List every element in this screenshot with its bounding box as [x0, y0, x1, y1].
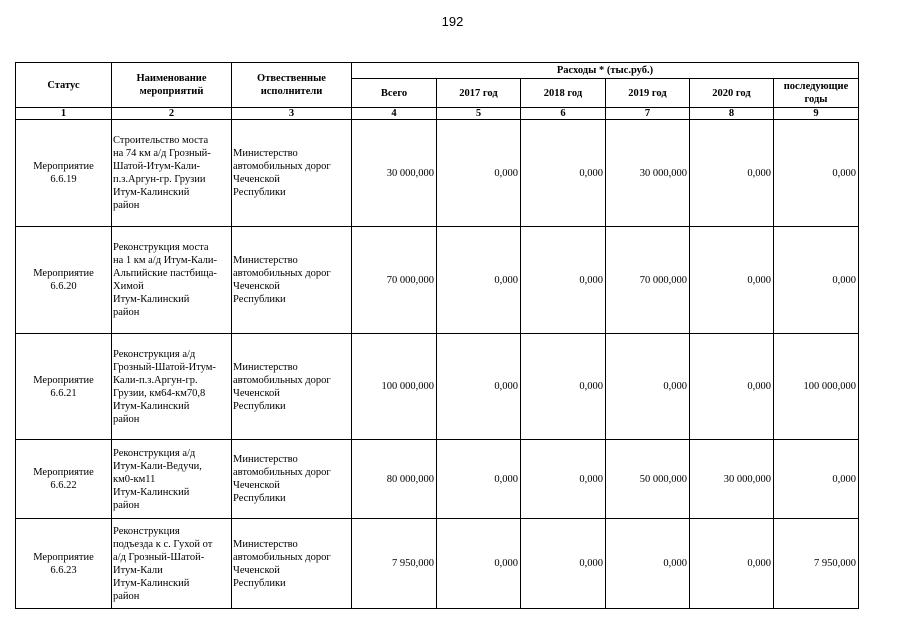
value-2020: 0,000: [690, 519, 774, 609]
event-name-cell: [112, 519, 232, 609]
header-later-years: последующие годы: [774, 79, 859, 108]
event-name-line: район: [113, 590, 140, 602]
column-number: 4: [352, 108, 437, 120]
status-label: Мероприятие: [33, 551, 94, 563]
status-label: Мероприятие: [33, 268, 94, 279]
value-2019: 50 000,000: [606, 440, 690, 519]
column-number: 9: [774, 108, 859, 120]
event-name-line: Реконструкция а/д: [113, 348, 196, 360]
header-total: Всего: [352, 79, 437, 108]
event-name-line: Грузии, км64-км70,8: [113, 387, 206, 399]
event-name-line: Реконструкция: [113, 525, 180, 537]
event-name-line: а/д Грозный-Шатой-: [113, 551, 205, 563]
value-2019: 70 000,000: [606, 227, 690, 334]
event-name-line: Химой: [113, 281, 144, 292]
event-name-line: на 74 км а/д Грозный-: [113, 148, 211, 159]
event-name-line: район: [113, 200, 140, 211]
expenses-table: [15, 62, 859, 609]
executor-line: Республики: [233, 577, 286, 589]
event-name-line: Итум-Калинский: [113, 577, 190, 589]
header-2017: 2017 год: [437, 79, 521, 108]
event-name-line: Шатой-Итум-Кали-: [113, 161, 201, 172]
executor-line: Республики: [233, 187, 286, 198]
status-cell: [16, 440, 112, 519]
value-later-years: 0,000: [774, 120, 859, 227]
value-later-years: 100 000,000: [774, 334, 859, 440]
value-2017: 0,000: [437, 334, 521, 440]
table-row: [16, 519, 859, 609]
executor-line: Чеченской: [233, 564, 280, 576]
event-name-cell: [112, 227, 232, 334]
event-name-line: Строительство моста: [113, 135, 209, 146]
status-code: 6.6.21: [50, 387, 77, 399]
event-name-line: Реконструкция моста: [113, 242, 209, 253]
total-value: 30 000,000: [352, 120, 437, 227]
column-number: 6: [521, 108, 606, 120]
executor-line: Республики: [233, 493, 286, 504]
status-label: Мероприятие: [33, 161, 94, 172]
table-row: [16, 120, 859, 227]
event-name-line: район: [113, 499, 140, 511]
status-cell: [16, 227, 112, 334]
header-2018: 2018 год: [521, 79, 606, 108]
value-2020: 0,000: [690, 227, 774, 334]
executor-line: автомобильных дорог: [233, 268, 331, 279]
column-number: 8: [690, 108, 774, 120]
executor-cell: [232, 440, 352, 519]
executor-line: Чеченской: [233, 174, 280, 185]
status-code: 6.6.22: [50, 480, 77, 491]
executor-line: автомобильных дорог: [233, 551, 331, 563]
value-2018: 0,000: [521, 440, 606, 519]
table-row: [16, 334, 859, 440]
table-row: [16, 440, 859, 519]
value-2018: 0,000: [521, 227, 606, 334]
status-label: Мероприятие: [33, 467, 94, 478]
value-later-years: 7 950,000: [774, 519, 859, 609]
executor-cell: [232, 120, 352, 227]
status-cell: [16, 519, 112, 609]
total-value: 7 950,000: [352, 519, 437, 609]
status-code: 6.6.19: [50, 174, 77, 185]
executor-line: Республики: [233, 294, 286, 305]
status-code: 6.6.20: [50, 281, 77, 292]
value-2019: 0,000: [606, 334, 690, 440]
event-name-line: Итум-Кали: [113, 564, 163, 576]
value-2018: 0,000: [521, 519, 606, 609]
value-later-years: 0,000: [774, 227, 859, 334]
total-value: 100 000,000: [352, 334, 437, 440]
header-2019: 2019 год: [606, 79, 690, 108]
executor-line: Министерство: [233, 255, 298, 266]
executor-line: Чеченской: [233, 480, 280, 491]
executor-line: Чеченской: [233, 387, 280, 399]
event-name-line: км0-км11: [113, 473, 156, 485]
header-2020: 2020 год: [690, 79, 774, 108]
column-number: 2: [112, 108, 232, 120]
value-2017: 0,000: [437, 440, 521, 519]
value-later-years: 0,000: [774, 440, 859, 519]
executor-line: Министерство: [233, 361, 298, 373]
value-2018: 0,000: [521, 120, 606, 227]
value-2018: 0,000: [521, 334, 606, 440]
event-name-line: Альпийские пастбища-: [113, 268, 217, 279]
value-2017: 0,000: [437, 227, 521, 334]
executor-line: Министерство: [233, 148, 298, 159]
event-name-line: Итум-Кали-Ведучи,: [113, 460, 202, 472]
executor-line: Министерство: [233, 454, 298, 465]
value-2019: 0,000: [606, 519, 690, 609]
executor-line: автомобильных дорог: [233, 467, 331, 478]
event-name-line: район: [113, 413, 140, 425]
event-name-line: на 1 км а/д Итум-Кали-: [113, 255, 217, 266]
executor-line: Чеченской: [233, 281, 280, 292]
executor-line: Республики: [233, 400, 286, 412]
event-name-line: Итум-Калинский: [113, 294, 190, 305]
status-cell: [16, 120, 112, 227]
value-2019: 30 000,000: [606, 120, 690, 227]
value-2017: 0,000: [437, 120, 521, 227]
header-executors: Отвественные исполнители: [232, 63, 352, 108]
event-name-line: Итум-Калинский: [113, 187, 190, 198]
value-2017: 0,000: [437, 519, 521, 609]
value-2020: 0,000: [690, 120, 774, 227]
column-number: 5: [437, 108, 521, 120]
status-cell: [16, 334, 112, 440]
column-number: 3: [232, 108, 352, 120]
executor-cell: [232, 519, 352, 609]
event-name-line: район: [113, 307, 140, 318]
value-2020: 30 000,000: [690, 440, 774, 519]
event-name-cell: [112, 334, 232, 440]
page-number: 192: [441, 14, 464, 29]
event-name-cell: [112, 120, 232, 227]
event-name-line: Итум-Калинский: [113, 400, 190, 412]
event-name-line: Грозный-Шатой-Итум-: [113, 361, 216, 373]
executor-line: Министерство: [233, 538, 298, 550]
status-code: 6.6.23: [50, 564, 77, 576]
total-value: 70 000,000: [352, 227, 437, 334]
value-2020: 0,000: [690, 334, 774, 440]
event-name-cell: [112, 440, 232, 519]
event-name-line: подъезда к с. Гухой от: [113, 538, 213, 550]
status-label: Мероприятие: [33, 374, 94, 386]
event-name-line: Реконструкция а/д: [113, 447, 196, 459]
executor-cell: [232, 227, 352, 334]
executor-line: автомобильных дорог: [233, 161, 331, 172]
header-expenses: Расходы * (тыс.руб.): [352, 63, 859, 79]
total-value: 80 000,000: [352, 440, 437, 519]
event-name-line: п.з.Аргун-гр. Грузии: [113, 174, 206, 185]
column-number: 1: [16, 108, 112, 120]
column-number: 7: [606, 108, 690, 120]
event-name-line: Итум-Калинский: [113, 486, 190, 498]
executor-cell: [232, 334, 352, 440]
executor-line: автомобильных дорог: [233, 374, 331, 386]
event-name-line: Кали-п.з.Аргун-гр.: [113, 374, 198, 386]
header-name: Наименование мероприятий: [112, 63, 232, 108]
table-row: [16, 227, 859, 334]
header-status: Статус: [16, 63, 112, 108]
